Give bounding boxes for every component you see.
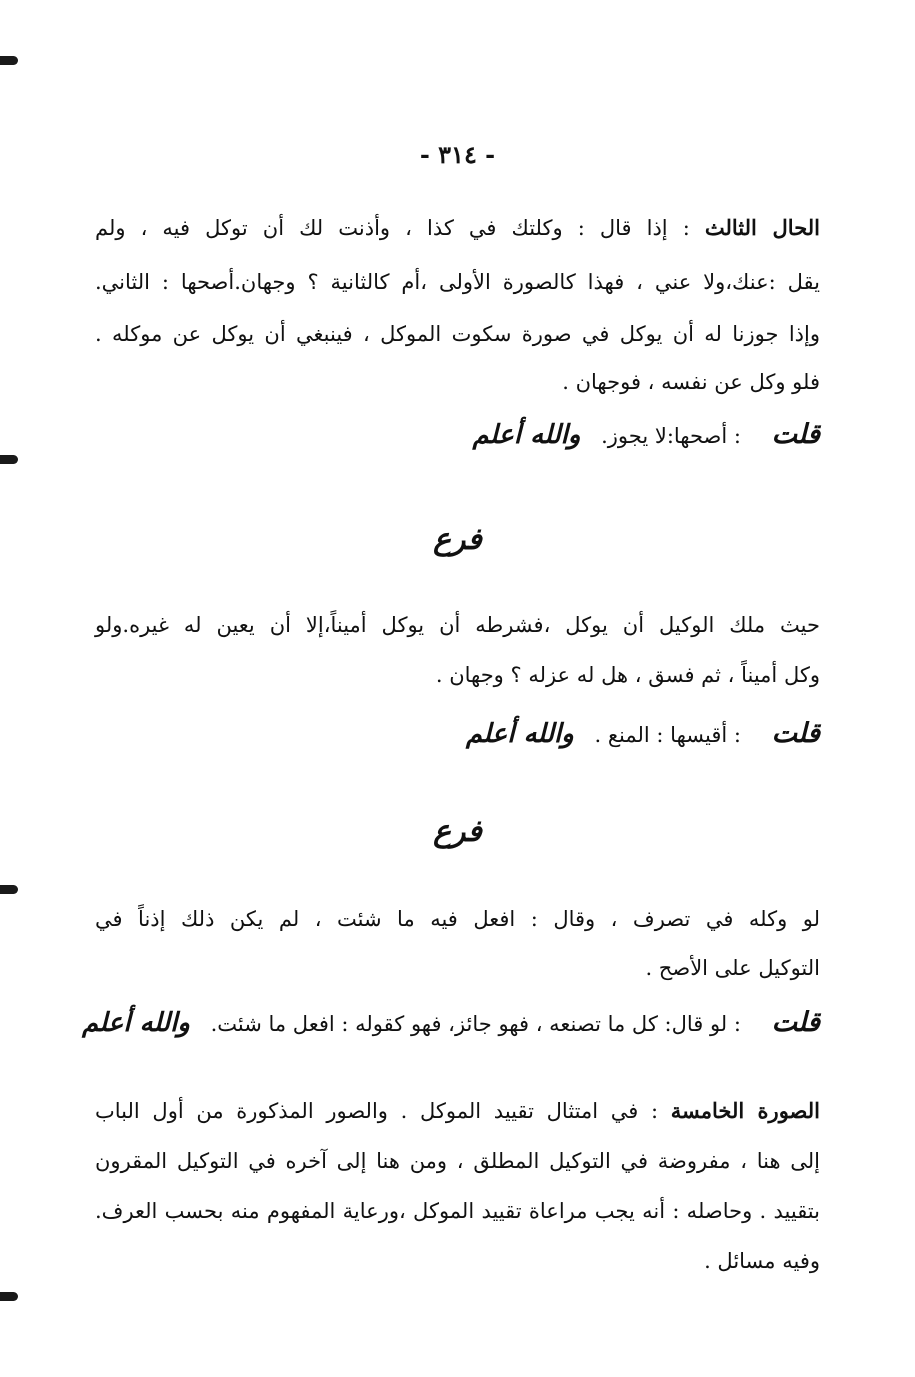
paragraph-line: التوكيل على الأصح . xyxy=(645,956,820,980)
paragraph-line: لو وكله في تصرف ، وقال : افعل فيه ما شئت ، لم يكن ذلك إذناً في xyxy=(95,907,820,931)
paragraph-line: فلو وكل عن نفسه ، فوجهان . xyxy=(562,370,820,394)
section-lead: الحال الثالث xyxy=(704,215,820,240)
paragraph-line xyxy=(95,1096,820,1126)
margin-mark xyxy=(0,455,18,464)
paragraph-line: حيث ملك الوكيل أن يوكل ،فشرطه أن يوكل أميناً،إلا أن يعين له غيره.ولو xyxy=(95,613,820,637)
paragraph-line: بتقييد . وحاصله : أنه يجب مراعاة تقييد الموكل ،ورعاية المفهوم منه بحسب العرف. xyxy=(95,1199,820,1223)
margin-mark xyxy=(0,885,18,894)
paragraph-line: إلى هنا ، مفروضة في التوكيل المطلق ، ومن هنا إلى آخره في التوكيل المقرون xyxy=(95,1149,820,1173)
paragraph-line: وإذا جوزنا له أن يوكل في صورة سكوت الموكل ، فينبغي أن يوكل عن موكله . xyxy=(95,322,820,346)
paragraph-text: : إذا قال : وكلتك في كذا ، وأذنت لك أن توكل فيه ، ولم xyxy=(95,216,690,240)
qult-text: : لو قال: كل ما تصنعه ، فهو جائز، فهو كقوله : افعل ما شئت. xyxy=(210,1012,741,1036)
qult-text: : أصحها:لا يجوز. xyxy=(601,424,741,448)
paragraph-text: : في امتثال تقييد الموكل . والصور المذكورة من أول الباب xyxy=(95,1099,659,1123)
wallah-alam: والله أعلم xyxy=(465,719,574,749)
qult-label: قلت xyxy=(771,718,820,749)
qult-line xyxy=(82,1008,820,1039)
page-number: - ٣١٤ - xyxy=(419,140,496,169)
qult-line xyxy=(472,420,820,451)
wallah-alam: والله أعلم xyxy=(81,1008,190,1038)
qult-label: قلت xyxy=(771,1007,820,1038)
margin-mark xyxy=(0,1292,18,1301)
section-lead: الصورة الخامسة xyxy=(670,1098,820,1123)
qult-text: : أقيسها : المنع . xyxy=(594,723,741,747)
qult-label: قلت xyxy=(771,419,820,450)
section-heading: فرع xyxy=(433,522,482,557)
paragraph-line xyxy=(95,213,820,243)
wallah-alam: والله أعلم xyxy=(472,420,581,450)
paragraph-line: يقل :عنك،ولا عني ، فهذا كالصورة الأولى ،أم كالثانية ؟ وجهان.أصحها : الثاني. xyxy=(95,270,820,294)
paragraph-line: وكل أميناً ، ثم فسق ، هل له عزله ؟ وجهان . xyxy=(435,663,820,687)
margin-mark xyxy=(0,56,18,65)
qult-line xyxy=(466,719,820,750)
paragraph-line: وفيه مسائل . xyxy=(704,1249,820,1273)
section-heading: فرع xyxy=(433,814,482,849)
